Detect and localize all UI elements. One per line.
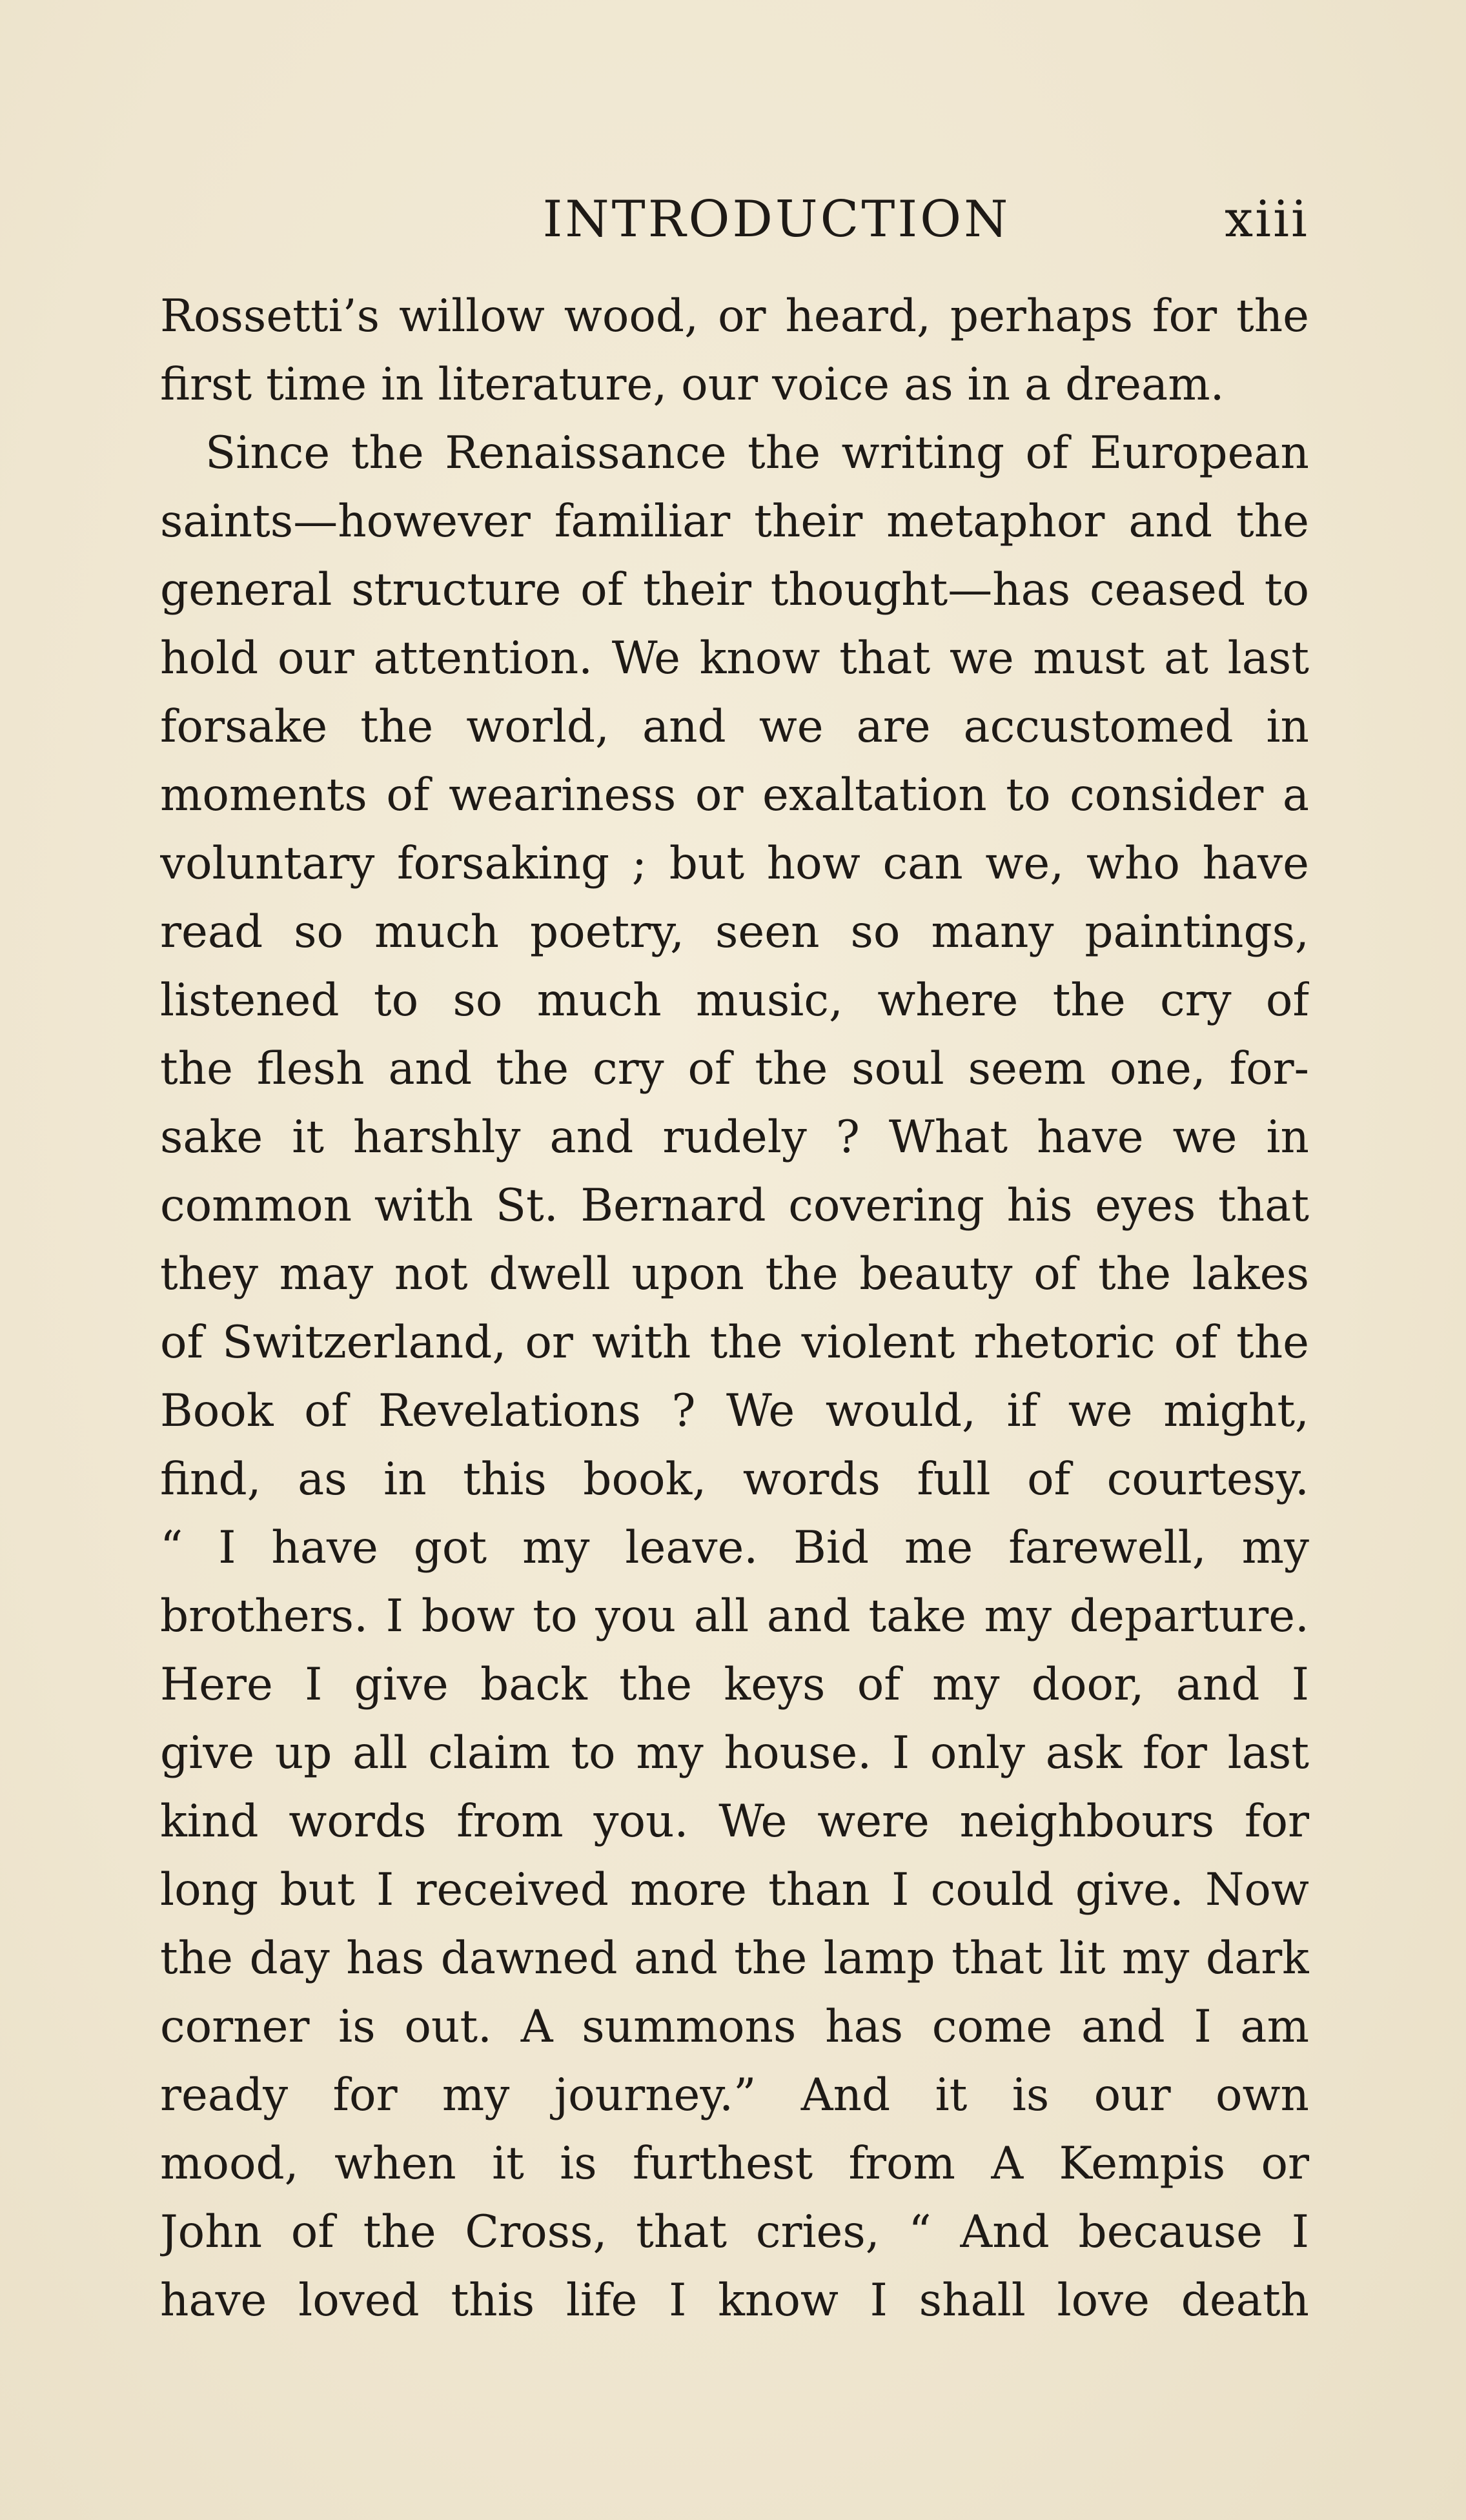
text-line: brothers. I bow to you all and take my departure.: [160, 1590, 1309, 1642]
page-number: xiii: [1225, 190, 1309, 249]
text-line: they may not dwell upon the beauty of the lakes: [160, 1248, 1309, 1300]
text-line: kind words from you. We were neighbours for: [160, 1796, 1309, 1847]
chapter-title: INTRODUCTION: [542, 190, 1011, 249]
text-line: voluntary forsaking ; but how can we, who have: [160, 838, 1309, 889]
text-line: long but I received more than I could give. Now: [160, 1864, 1309, 1916]
body-text: [160, 282, 1309, 2335]
running-head: [160, 184, 1309, 255]
text-line: corner is out. A summons has come and I am: [160, 2001, 1309, 2053]
text-line: first time in literature, our voice as in a dream.: [160, 359, 1225, 411]
text-line: the day has dawned and the lamp that lit my dark: [160, 1933, 1309, 1984]
text-line: Since the Renaissance the writing of European: [205, 427, 1309, 479]
text-line: the flesh and the cry of the soul seem one, for-: [160, 1043, 1309, 1095]
text-line: mood, when it is furthest from A Kempis or: [160, 2138, 1309, 2190]
text-line: moments of weariness or exaltation to consider a: [160, 769, 1309, 821]
text-line: find, as in this book, words full of courtesy.: [160, 1454, 1309, 1505]
text-line: give up all claim to my house. I only ask for last: [160, 1727, 1309, 1779]
text-line: of Switzerland, or with the violent rhetoric of the: [160, 1317, 1309, 1368]
text-line: Rossetti’s willow wood, or heard, perhaps for the: [160, 290, 1309, 342]
text-line: Book of Revelations ? We would, if we might,: [160, 1385, 1309, 1437]
text-line: hold our attention. We know that we must at last: [160, 633, 1309, 684]
text-line: read so much poetry, seen so many paintings,: [160, 906, 1309, 958]
text-line: ready for my journey.” And it is our own: [160, 2069, 1309, 2121]
text-line: saints—however familiar their metaphor and the: [160, 496, 1309, 547]
text-line: sake it harshly and rudely ? What have we in: [160, 1112, 1309, 1163]
text-line: John of the Cross, that cries, “ And because I: [160, 2206, 1309, 2258]
text-line: “ I have got my leave. Bid me farewell, my: [160, 1522, 1309, 1574]
text-line: forsake the world, and we are accustomed in: [160, 701, 1309, 753]
text-line: Here I give back the keys of my door, and I: [160, 1659, 1309, 1711]
text-line: listened to so much music, where the cry of: [160, 975, 1309, 1026]
text-line: have loved this life I know I shall love death: [160, 2275, 1309, 2326]
text-line: general structure of their thought—has ceased to: [160, 564, 1309, 616]
text-line: common with St. Bernard covering his eyes that: [160, 1180, 1309, 1232]
